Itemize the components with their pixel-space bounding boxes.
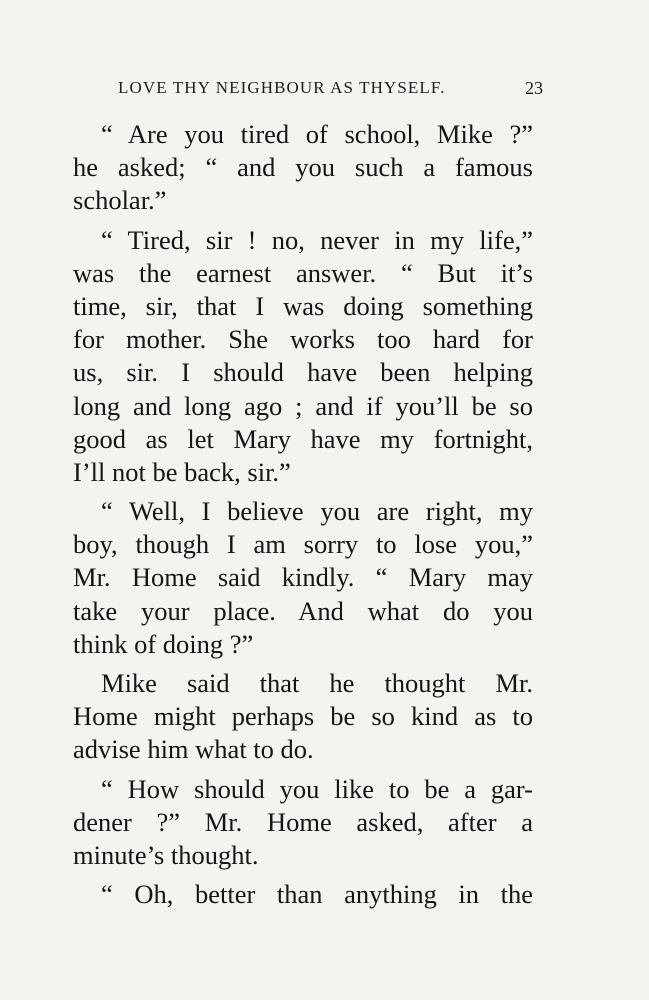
paragraph (73, 224, 533, 490)
text-line: dener ?” Mr. Home asked, after a (73, 806, 533, 837)
text-line: I’ll not be back, sir.” (73, 456, 291, 487)
paragraph (73, 773, 533, 873)
text-line: boy, though I am sorry to lose you,” (73, 529, 533, 560)
text-line: “ Well, I believe you are right, my (101, 496, 533, 527)
text-line: for mother. She works too hard for (73, 324, 533, 355)
paragraph (73, 118, 533, 218)
text-line: advise him what to do. (73, 734, 314, 765)
paragraph (73, 667, 533, 767)
body-text (73, 118, 533, 911)
text-line: us, sir. I should have been helping (73, 357, 533, 388)
page-header (118, 78, 543, 104)
text-line: was the earnest answer. “ But it’s (73, 257, 533, 288)
text-line: Home might perhaps be so kind as to (73, 701, 533, 732)
running-head: LOVE THY NEIGHBOUR AS THYSELF. (118, 78, 446, 97)
page-number: 23 (525, 78, 543, 98)
text-line: long and long ago ; and if you’ll be so (73, 390, 533, 421)
text-line: take your place. And what do you (73, 595, 533, 626)
text-line: “ Tired, sir ! no, never in my life,” (101, 224, 533, 255)
text-line: think of doing ?” (73, 628, 254, 659)
text-line: minute’s thought. (73, 839, 259, 870)
text-line: he asked; “ and you such a famous (73, 152, 533, 183)
text-line: “ Oh, better than anything in the (101, 879, 533, 910)
text-line: time, sir, that I was doing something (73, 290, 533, 321)
paragraph (73, 878, 533, 911)
paragraph (73, 495, 533, 661)
text-line: good as let Mary have my fortnight, (73, 423, 533, 454)
text-line: Mike said that he thought Mr. (101, 668, 533, 698)
text-line: “ Are you tired of school, Mike ?” (101, 119, 533, 149)
text-line: “ How should you like to be a gar- (101, 773, 533, 804)
text-line: scholar.” (73, 185, 167, 216)
text-line: Mr. Home said kindly. “ Mary may (73, 562, 533, 593)
